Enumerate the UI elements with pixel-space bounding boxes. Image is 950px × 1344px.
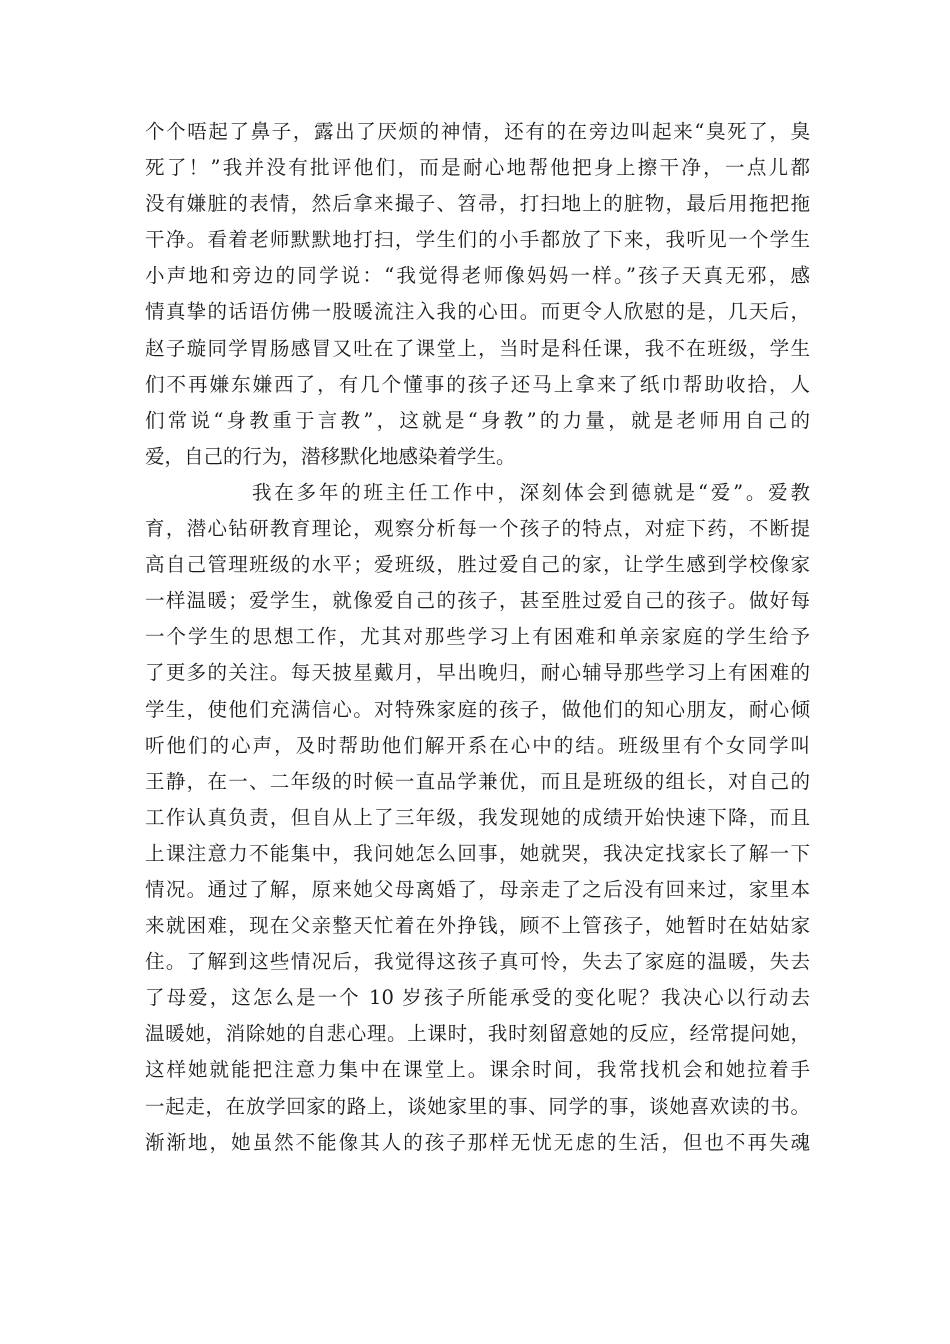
text-line: 们不再嫌东嫌西了，有几个懂事的孩子还马上拿来了纸巾帮助收拾，人 — [145, 372, 810, 396]
text-line: 我在多年的班主任工作中，深刻体会到德就是“爱”。爱教 — [252, 480, 810, 504]
text-line: 渐渐地，她虽然不能像其人的孩子那样无忧无虑的生活，但也不再失魂 — [145, 1130, 810, 1154]
text-line: 一样温暖；爱学生，就像爱自己的孩子，甚至胜过爱自己的孩子。做好每 — [145, 589, 810, 613]
text-line: 工作认真负责，但自从上了三年级，我发现她的成绩开始快速下降，而且 — [145, 805, 810, 829]
text-line: 个个唔起了鼻子，露出了厌烦的神情，还有的在旁边叫起来“臭死了，臭 — [145, 120, 810, 143]
text-line: 死了！”我并没有批评他们，而是耐心地帮他把身上擦干净，一点儿都 — [145, 156, 810, 180]
paragraph-2 — [145, 475, 810, 1161]
text-line: 住。了解到这些情况后，我觉得这孩子真可怜，失去了家庭的温暖，失去 — [145, 950, 810, 974]
text-line: 来就困难，现在父亲整天忙着在外挣钱，顾不上管孩子，她暂时在姑姑家 — [145, 914, 810, 938]
text-line: 情况。通过了解，原来她父母离婚了，母亲走了之后没有回来过，家里本 — [145, 877, 810, 901]
text-line: 王静，在一、二年级的时候一直品学兼优，而且是班级的组长，对自己的 — [145, 769, 810, 793]
text-line: 育，潜心钻研教育理论，观察分析每一个孩子的特点，对症下药，不断提 — [145, 517, 810, 541]
text-line: 一个学生的思想工作，尤其对那些学习上有困难和单亲家庭的学生给予 — [145, 625, 810, 649]
text-line: 了母爱，这怎么是一个 10 岁孩子所能承受的变化呢？我决心以行动去 — [145, 986, 810, 1010]
text-line: 情真挚的话语仿佛一股暖流注入我的心田。而更令人欣慰的是，几天后， — [145, 300, 810, 324]
text-line: 高自己管理班级的水平；爱班级，胜过爱自己的家，让学生感到学校像家 — [145, 553, 810, 577]
paragraph-1 — [145, 114, 810, 475]
text-line: 们常说“身教重于言教”，这就是“身教”的力量，就是老师用自己的 — [145, 408, 810, 432]
text-line: 这样她就能把注意力集中在课堂上。课余时间，我常找机会和她拉着手 — [145, 1058, 810, 1082]
text-line: 学生，使他们充满信心。对特殊家庭的孩子，做他们的知心朋友，耐心倾 — [145, 697, 810, 721]
text-line: 听他们的心声，及时帮助他们解开系在心中的结。班级里有个女同学叫 — [145, 733, 810, 757]
text-line: 爱，自己的行为，潜移默化地感染着学生。 — [145, 444, 516, 468]
text-line: 干净。看着老师默默地打扫，学生们的小手都放了下来，我听见一个学生 — [145, 228, 810, 252]
text-line: 没有嫌脏的表情，然后拿来撮子、笤帚，打扫地上的脏物，最后用拖把拖 — [145, 192, 810, 216]
text-line: 小声地和旁边的同学说：“我觉得老师像妈妈一样。”孩子天真无邪，感 — [145, 264, 810, 288]
text-line: 赵子璇同学胃肠感冒又吐在了课堂上，当时是科任课，我不在班级，学生 — [145, 336, 810, 360]
text-line: 上课注意力不能集中，我问她怎么回事，她就哭，我决定找家长了解一下 — [145, 841, 810, 865]
text-line: 温暖她，消除她的自悲心理。上课时，我时刻留意她的反应，经常提问她， — [145, 1022, 810, 1046]
body-text — [145, 114, 810, 1161]
text-line: 一起走，在放学回家的路上，谈她家里的事、同学的事，谈她喜欢读的书。 — [145, 1094, 810, 1118]
text-line: 了更多的关注。每天披星戴月，早出晚归，耐心辅导那些学习上有困难的 — [145, 661, 810, 685]
